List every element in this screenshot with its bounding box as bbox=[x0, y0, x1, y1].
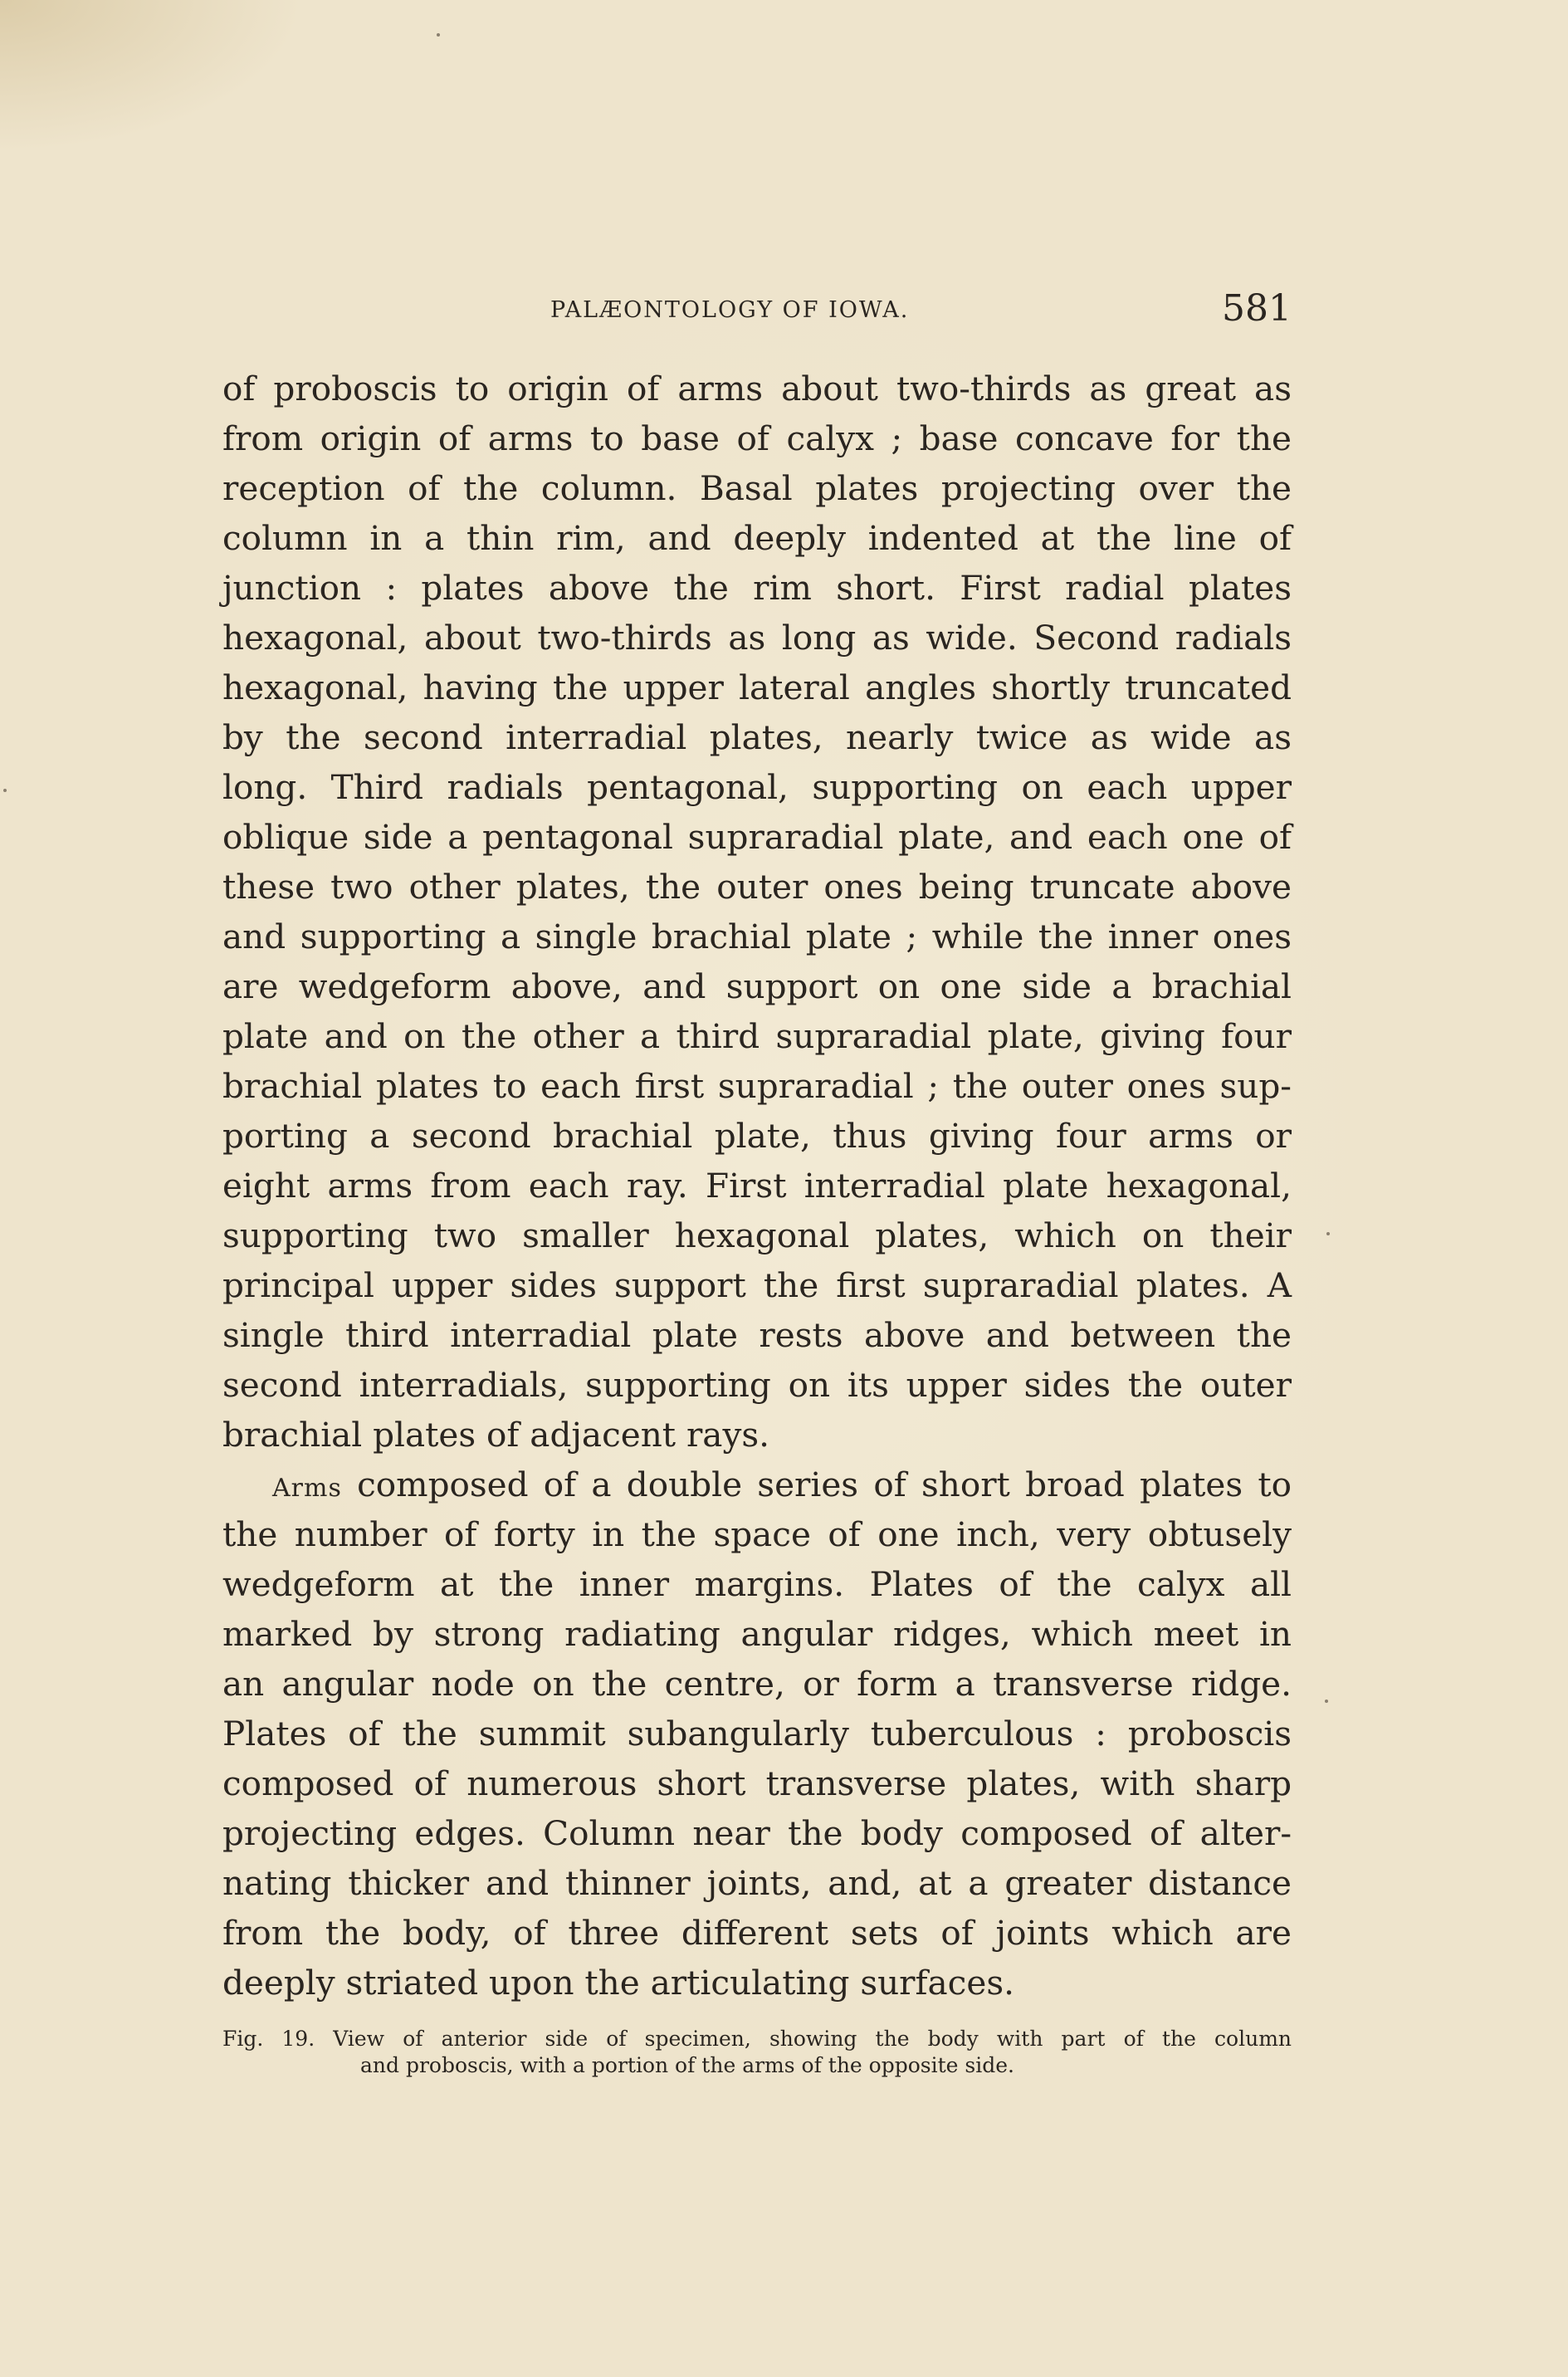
text-line: supporting two smaller hexagonal plates, which on their bbox=[222, 1215, 1292, 1255]
body-text bbox=[222, 364, 1292, 2008]
text-line: nating thicker and thinner joints, and, at a greater distance bbox=[222, 1863, 1292, 1903]
text-line: reception of the column. Basal plates projecting over the bbox=[222, 468, 1292, 508]
running-head: PALÆONTOLOGY OF IOWA. bbox=[550, 297, 910, 323]
page-number: 581 bbox=[1222, 287, 1292, 330]
text-line: second interradials, supporting on its upper sides the outer bbox=[222, 1365, 1292, 1405]
text-line: wedgeform at the inner margins. Plates of the calyx all bbox=[222, 1564, 1292, 1604]
text-line: from origin of arms to base of calyx ; base concave for the bbox=[222, 418, 1292, 458]
paragraph-first-line-text: composed of a double series of short broad plates to bbox=[357, 1465, 1292, 1504]
text-line: brachial plates of adjacent rays. bbox=[222, 1415, 769, 1455]
text-line: from the body, of three different sets of joints which are bbox=[222, 1913, 1292, 1953]
paper-speck bbox=[1326, 1232, 1330, 1235]
text-line: Plates of the summit subangularly tuberculous : proboscis bbox=[222, 1714, 1292, 1753]
text-line: these two other plates, the outer ones being truncate above bbox=[222, 867, 1292, 907]
paper-speck bbox=[437, 33, 440, 37]
text-line: oblique side a pentagonal supraradial plate, and each one of bbox=[222, 817, 1292, 857]
text-line: column in a thin rim, and deeply indented at the line of bbox=[222, 518, 1292, 558]
text-line: brachial plates to each first supraradial ; the outer ones sup- bbox=[222, 1066, 1292, 1106]
caption-line: Fig. 19. View of anterior side of specimen, showing the body with part of the column bbox=[222, 2027, 1292, 2051]
text-line: by the second interradial plates, nearly twice as wide as bbox=[222, 717, 1292, 757]
paragraph-first-line bbox=[222, 1460, 1292, 1509]
paper-speck bbox=[1325, 1700, 1328, 1703]
text-line: hexagonal, about two-thirds as long as wide. Second radials bbox=[222, 618, 1292, 658]
text-line: marked by strong radiating angular ridges, which meet in bbox=[222, 1614, 1292, 1654]
text-line: of proboscis to origin of arms about two-thirds as great as bbox=[222, 369, 1292, 408]
text-line: eight arms from each ray. First interradial plate hexagonal, bbox=[222, 1166, 1292, 1206]
paper-speck bbox=[3, 789, 7, 792]
text-line: single third interradial plate rests above and between the bbox=[222, 1315, 1292, 1355]
text-line: porting a second brachial plate, thus giving four arms or bbox=[222, 1116, 1292, 1156]
text-line: hexagonal, having the upper lateral angles shortly truncated bbox=[222, 668, 1292, 707]
small-caps-lead: Arms bbox=[272, 1474, 342, 1503]
text-line: the number of forty in the space of one inch, very obtusely bbox=[222, 1514, 1292, 1554]
text-line: projecting edges. Column near the body composed of alter- bbox=[222, 1813, 1292, 1853]
text-line: plate and on the other a third supraradial plate, giving four bbox=[222, 1016, 1292, 1056]
text-line: composed of numerous short transverse plates, with sharp bbox=[222, 1763, 1292, 1803]
text-line: junction : plates above the rim short. First radial plates bbox=[222, 568, 1292, 608]
caption-line: and proboscis, with a portion of the arms of the opposite side. bbox=[360, 2053, 1014, 2077]
figure-caption bbox=[222, 2026, 1292, 2079]
text-line: long. Third radials pentagonal, supporting on each upper bbox=[222, 767, 1292, 807]
text-line: are wedgeform above, and support on one side a brachial bbox=[222, 966, 1292, 1006]
page-header bbox=[222, 287, 1292, 329]
text-line: principal upper sides support the first supraradial plates. A bbox=[222, 1265, 1292, 1305]
text-line: an angular node on the centre, or form a transverse ridge. bbox=[222, 1664, 1292, 1704]
text-line: and supporting a single brachial plate ; while the inner ones bbox=[222, 917, 1292, 956]
text-line: deeply striated upon the articulating surfaces. bbox=[222, 1963, 1014, 2003]
